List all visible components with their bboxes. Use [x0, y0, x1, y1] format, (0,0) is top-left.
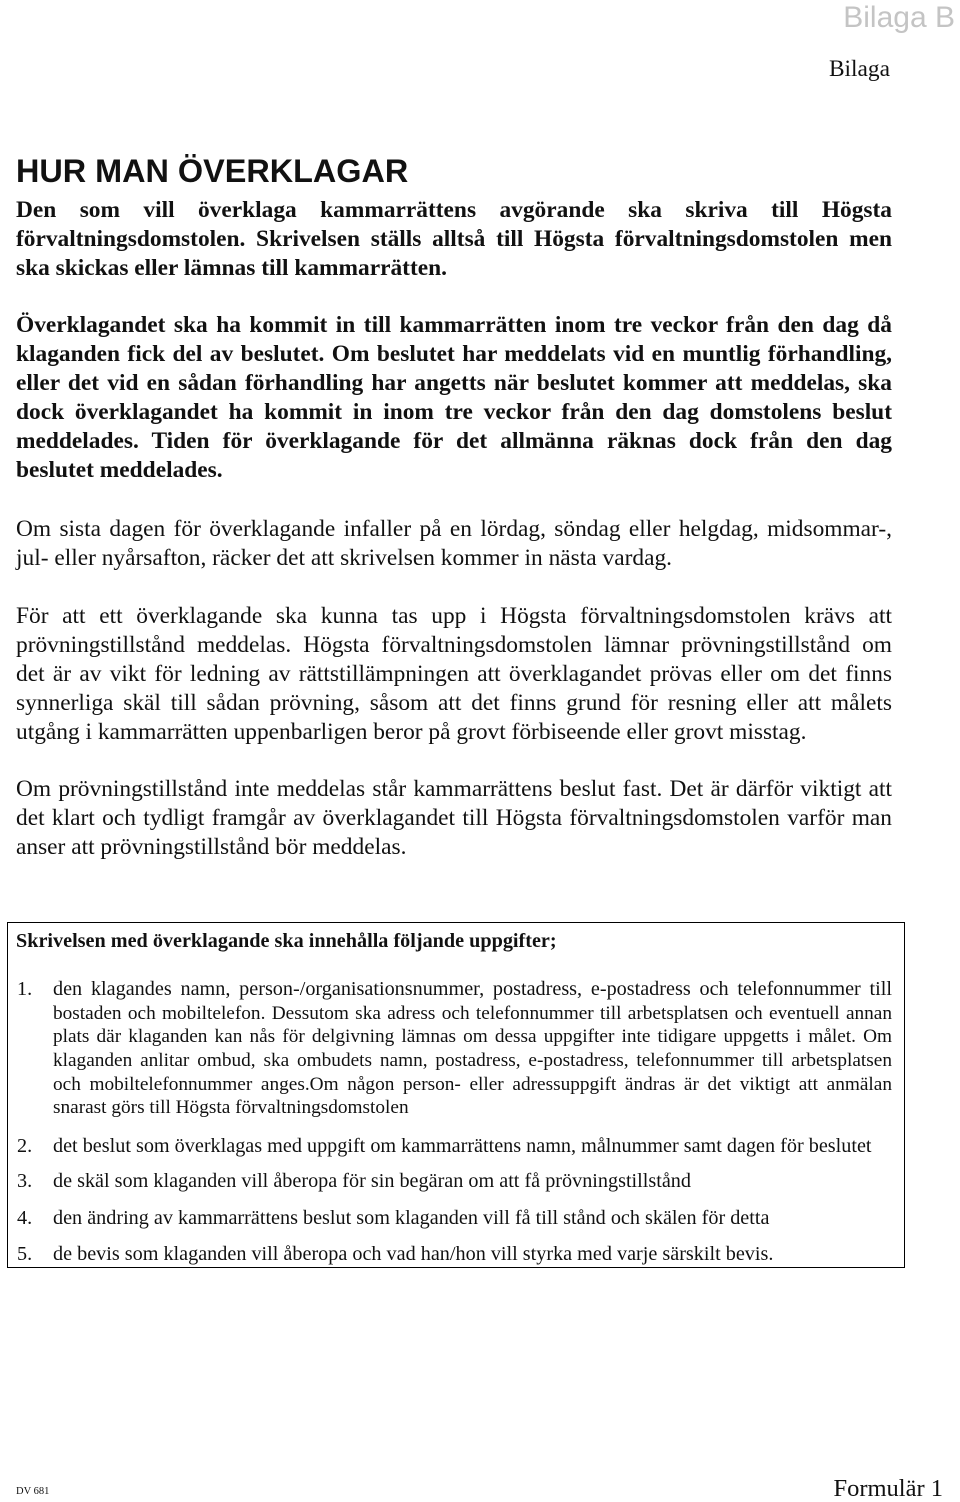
- requirements-heading: Skrivelsen med överklagande ska innehålla följande uppgifter;: [16, 930, 557, 952]
- requirement-number: 3.: [17, 1170, 33, 1192]
- page-title: HUR MAN ÖVERKLAGAR: [16, 153, 409, 189]
- requirements-box: [7, 922, 905, 1268]
- requirement-line: den klagandes namn, person-/organisationsnummer, postadress, e-postadress och telefonnummer till: [53, 978, 892, 1000]
- paragraph-line: Om prövningstillstånd inte meddelas står kammarrättens beslut fast. Det är därför viktigt att: [16, 776, 892, 802]
- form-code: DV 681: [16, 1486, 50, 1497]
- paragraph-line: För att ett överklagande ska kunna tas upp i Högsta förvaltningsdomstolen krävs att: [16, 603, 892, 629]
- deadline-paragraph: [16, 311, 892, 485]
- paragraph-line: meddelades. Tiden för överklagande för det allmänna räknas dock från den dag: [16, 428, 892, 454]
- form-name: Formulär 1: [833, 1475, 943, 1502]
- requirement-line: de bevis som klaganden vill åberopa och vad han/hon vill styrka med varje särskilt bevis.: [53, 1243, 774, 1265]
- leave-to-appeal-importance-paragraph: [16, 775, 892, 862]
- requirement-number: 2.: [17, 1135, 33, 1157]
- paragraph-line: anser att prövningstillstånd bör meddelas.: [16, 834, 407, 860]
- requirement-line: och mobiltelefonnummer anges.Om någon person- eller adressuppgift ändras är det viktigt att anmälan: [53, 1073, 892, 1095]
- requirement-line: klaganden anlitar ombud, ska ombudets namn, postadress, e-postadress, telefonnummer till arbetsplatsen: [53, 1050, 892, 1072]
- paragraph-line: ska skickas eller lämnas till kammarrätten.: [16, 255, 447, 281]
- requirement-text: [53, 1170, 892, 1194]
- requirement-text: [53, 1207, 892, 1231]
- paragraph-line: det är av vikt för ledning av rättstillämpningen att överklagandet prövas eller om det finns: [16, 661, 892, 687]
- leave-to-appeal-paragraph: [16, 602, 892, 747]
- requirement-number: 4.: [17, 1207, 33, 1229]
- paragraph-line: Om sista dagen för överklagande infaller på en lördag, söndag eller helgdag, midsommar-,: [16, 516, 892, 542]
- paragraph-line: klaganden fick del av beslutet. Om beslutet har meddelats vid en muntlig förhandling,: [16, 341, 892, 367]
- requirement-line: snarast görs till Högsta förvaltningsdomstolen: [53, 1097, 409, 1119]
- attachment-watermark: Bilaga B: [843, 1, 955, 34]
- paragraph-line: eller det vid en sådan förhandling har angetts när beslutet kommer att meddelas, ska: [16, 370, 892, 396]
- requirement-number: 1.: [17, 978, 33, 1000]
- paragraph-line: beslutet meddelades.: [16, 457, 223, 483]
- paragraph-line: det klart och tydligt framgår av överklagandet till Högsta förvaltningsdomstolen varför man: [16, 805, 892, 831]
- requirement-line: det beslut som överklagas med uppgift om kammarrättens namn, målnummer samt dagen för beslutet: [53, 1135, 872, 1157]
- holiday-paragraph: [16, 515, 892, 573]
- paragraph-line: utgång i kammarrätten uppenbarligen beror på grovt förbiseende eller grovt misstag.: [16, 719, 807, 745]
- attachment-label: Bilaga: [828, 56, 890, 82]
- requirement-line: den ändring av kammarrättens beslut som klaganden vill få till stånd och skälen för detta: [53, 1207, 770, 1229]
- intro-paragraph: [16, 196, 892, 283]
- paragraph-line: Den som vill överklaga kammarrättens avgörande ska skriva till Högsta: [16, 197, 892, 223]
- requirement-line: plats där klaganden kan nås för delgivning lämnas om dessa uppgifter inte tidigare uppgetts i målet. Om: [53, 1026, 892, 1048]
- paragraph-line: dock överklagandet ha kommit in inom tre veckor från den dag domstolens beslut: [16, 399, 892, 425]
- paragraph-line: jul- eller nyårsafton, räcker det att skrivelsen kommer in nästa vardag.: [16, 545, 672, 571]
- paragraph-line: förvaltningsdomstolen. Skrivelsen ställs alltså till Högsta förvaltningsdomstolen men: [16, 226, 892, 252]
- requirement-number: 5.: [17, 1243, 33, 1265]
- requirement-line: bostaden och mobiltelefon. Dessutom ska adress och telefonnummer till arbetsplatsen och eventuell annan: [53, 1002, 892, 1024]
- requirement-text: [53, 978, 892, 1120]
- paragraph-line: synnerliga skäl till sådan prövning, såsom att det finns grund för resning eller att målets: [16, 690, 892, 716]
- paragraph-line: Överklagandet ska ha kommit in till kammarrätten inom tre veckor från den dag då: [16, 312, 892, 338]
- requirement-text: [53, 1135, 892, 1159]
- requirement-line: de skäl som klaganden vill åberopa för sin begäran om att få prövningstillstånd: [53, 1170, 691, 1192]
- requirement-text: [53, 1243, 892, 1267]
- paragraph-line: prövningstillstånd meddelas. Högsta förvaltningsdomstolen lämnar prövningstillstånd om: [16, 632, 892, 658]
